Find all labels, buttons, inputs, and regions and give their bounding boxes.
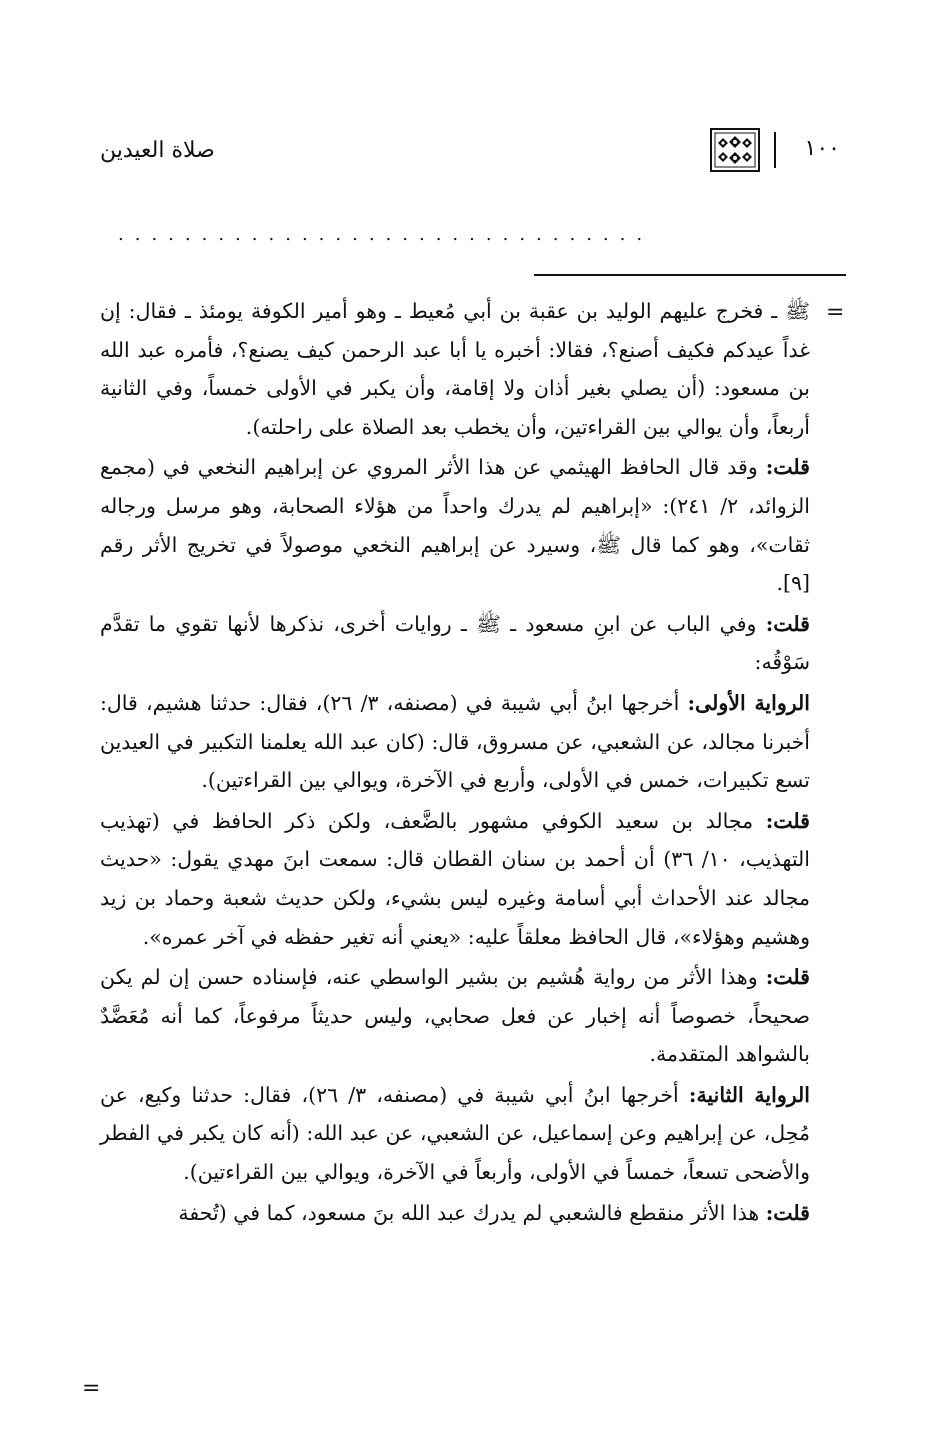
paragraph-6: قلت: وهذا الأثر من رواية هُشيم بن بشير الواسطي عنه، فإسناده حسن إن لم يكن صحيحاً، خصوصاً أنه إخبار عن فعل صحابي، وليس حديثاً مرفوعاً، كما أنه مُعَضَّدٌ بالشواهد المتقدمة.	[100, 965, 810, 1067]
dotted-separator: ................................	[118, 224, 654, 244]
footnote-body	[100, 292, 810, 1234]
header-divider	[774, 132, 776, 168]
paragraph-5: قلت: مجالد بن سعيد الكوفي مشهور بالضَّعف، ولكن ذكر الحافظ في (تهذيب التهذيب، ١٠/ ٣٦) أن أحمد بن سنان القطان قال: سمعت ابنَ مهدي يقول: «حديث مجالد عند الأحداث أبي أسامة وغيره ليس بشيء، ولكن حديث شعبة وحماد بن زيد وهشيم وهؤلاء»، قال الحافظ معلقاً عليه: «يعني أنه تغير حفظه في آخر عمره».	[100, 808, 810, 949]
page-header	[100, 118, 840, 178]
ornament-icon	[710, 128, 760, 172]
paragraph-4: الرواية الأولى: أخرجها ابنُ أبي شيبة في (مصنفه، ٣/ ٢٦)، فقال: حدثنا هشيم، قال: أخبرنا مجالد، عن الشعبي، عن مسروق، قال: (كان عبد الله يعلمنا التكبير في العيدين تسع تكبيرات، خمس في الأولى، وأربع في الآخرة، ويوالي بين القراءتين).	[100, 690, 810, 793]
running-title: صلاة العيدين	[100, 138, 215, 163]
continuation-mark-end: =	[82, 1376, 101, 1401]
page-number: ١٠٠	[804, 136, 840, 161]
paragraph-7: الرواية الثانية: أخرجها ابنُ أبي شيبة في (مصنفه، ٣/ ٢٦)، فقال: حدثنا وكيع، عن مُحِل، عن إبراهيم وعن إسماعيل، عن الشعبي، عن عبد الله: (أنه كان يكبر في الفطر والأضحى تسعاً، خمساً في الأولى، وأربعاً في الآخرة، ويوالي بين القراءتين).	[100, 1082, 810, 1185]
paragraph-2: قلت: وقد قال الحافظ الهيثمي عن هذا الأثر المروي عن إبراهيم النخعي في (مجمع الزوائد، ٢/ ٢٤١): «إبراهيم لم يدرك واحداً من هؤلاء الصحابة، وهو مرسل ورجاله ثقات»، وهو كما قال ﷺ، وسيرد عن إبراهيم النخعي موصولاً في تخريج الأثر رقم [٩].	[100, 455, 810, 596]
continuation-mark: =	[826, 300, 845, 325]
footnote-rule	[534, 274, 846, 276]
paragraph-8: قلت: هذا الأثر منقطع فالشعبي لم يدرك عبد الله بنَ مسعود، كما في (تُحفة	[178, 1200, 810, 1225]
paragraph-1: ﷺ ـ فخرج عليهم الوليد بن عقبة بن أبي مُعيط ـ وهو أمير الكوفة يومئذ ـ فقال: إن غداً عيدكم فكيف أصنع؟، فقالا: أخبره يا أبا عبد الرحمن كيف يصنع؟، فأمره عبد الله بن مسعود: (أن يصلي بغير أذان ولا إقامة، وأن يكبر في الأولى خمساً، وفي الثانية أربعاً، وأن يوالي بين القراءتين، وأن يخطب بعد الصلاة على راحلته).	[100, 299, 810, 439]
paragraph-3: قلت: وفي الباب عن ابنِ مسعود ـ ﷺ ـ روايات أخرى، نذكرها لأنها تقوي ما تقدَّم سَوْقُه:	[100, 611, 810, 675]
